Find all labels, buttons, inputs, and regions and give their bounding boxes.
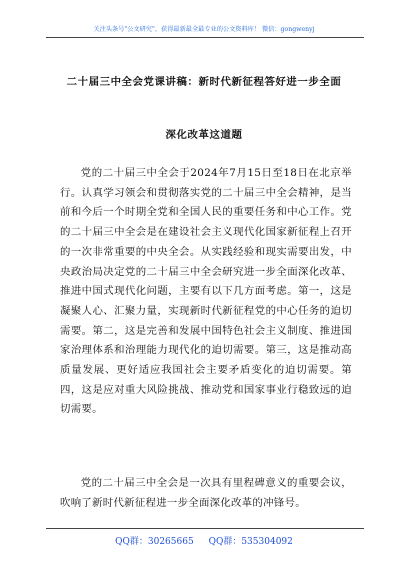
footer-contacts xyxy=(0,534,408,547)
qq-group-link-1[interactable]: QQ群：30265665 xyxy=(115,537,194,547)
header-promo-note: 关注头条号"公文研究"，获得最新最全最专业的公文资料库！ 微信：gongwenyj xyxy=(93,26,315,33)
body-paragraph-1: 党的二十届三中全会于2024年7月15日至18日在北京举行。认真学习领会和贯彻落实党的二十届三中全会精神，是当前和今后一个时期全党和全国人民的重要任务和中心工作。党的二十届三中全会是在建设社会主义现代化国家新征程上召开的一次非常重要的中央全会。从实践经验和现实需要出发，中央政治局决定党的二十届三中全会研究进一步全面深化改革、推进中国式现代化问题，主要有以下几方面考虑。第一，这是凝聚人心、汇聚力量，实现新时代新征程党的中心任务的迫切需要。第二，这是完善和发展中国特色社会主义制度、推进国家治理体系和治理能力现代化的迫切需要。第三，这是推动高质量发展、更好适应我国社会主要矛盾变化的迫切需要。第四，这是应对重大风险挑战、推动党和国家事业行稳致远的迫切需要。 xyxy=(60,167,352,416)
qq-group-link-2[interactable]: QQ群：535304092 xyxy=(208,537,293,547)
document-title-line-1: 二十届三中全会党课讲稿：新时代新征程答好进一步全面 xyxy=(66,76,342,88)
body-paragraph-2: 党的二十届三中全会是一次具有里程碑意义的重要会议，吹响了新时代新征程进一步全面深化改革的冲锋号。 xyxy=(60,477,352,509)
header-divider xyxy=(46,37,364,38)
document-title-line-2: 深化改革这道题 xyxy=(165,129,243,141)
footer-divider xyxy=(46,528,364,529)
